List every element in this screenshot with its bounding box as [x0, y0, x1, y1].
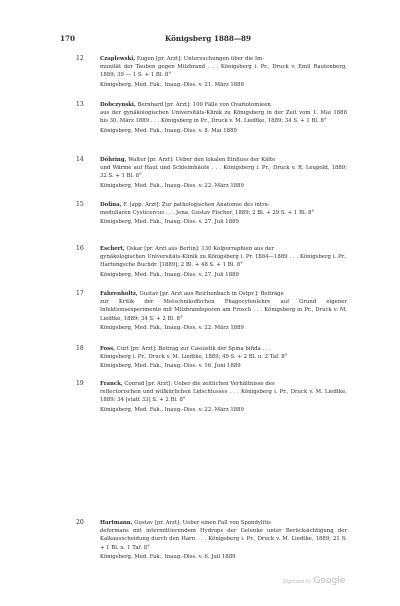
page-header	[60, 34, 348, 46]
entry-dissertation: Königsberg, Med. Fak., Inaug.-Diss. v. 27. Juli 1889	[100, 219, 239, 226]
page-number: 170	[60, 34, 76, 43]
entry-author: Döhring,	[100, 157, 127, 163]
entry-title-line: Bernhard [pr. Arzt]: 100 Fälle von Ovariotomieen	[137, 102, 271, 108]
entry-text	[100, 345, 347, 371]
entry-number: 20	[76, 519, 84, 526]
watermark-brand: Google	[313, 576, 346, 586]
entry-author: Eschert,	[100, 246, 125, 252]
entry-title-line: Eugen [pr. Arzt]: Untersuchungen über die Im-	[136, 56, 265, 62]
entry-number: 16	[76, 245, 84, 252]
entry-title-line: Gustav [pr. Arzt]: Ueber einen Fall von Spondylitis	[134, 520, 271, 526]
entry-author: Dolina,	[100, 202, 122, 208]
entry-citation: deformans mit intermittierendem Hydrops der Gelenke unter Berücksichtigung der Kalkausscheidung durch den Harn . . . Königsberg i. Pr., Druck v. M. Liedtke, 1889; 21 S. + 1 Bl. u. 1 Taf. 8°	[100, 528, 347, 551]
entry-text	[100, 101, 347, 135]
entry-citation: aus der gynäkologischen Universitäts-Klinik zu Königsberg in der Zeit vom 1. Mai 1888 bis 30. März 1889 . . . Königsberg in Pr., Druck v. M. Liedtke, 1889; 34 S. + 1 Bl. 8°	[100, 110, 347, 125]
entry-author: Hartmann,	[100, 520, 133, 526]
entry-citation: medullaren Cysticercus . . . Jena, Gustav Fischer, 1889; 2 Bl. + 29 S. + 1 Bl. 8°	[100, 210, 315, 217]
entry-number: 14	[76, 156, 84, 163]
entry-number: 13	[76, 101, 84, 108]
entry-author: Dobczynski,	[100, 102, 136, 108]
watermark-prefix: Digitized by	[283, 580, 312, 585]
entry-dissertation: Königsberg, Med. Fak., Inaug.-Diss. v. 22. März 1889	[100, 406, 244, 413]
entry-text	[100, 245, 347, 279]
entry-title-line: Gustav [pr. Arzt aus Reichenbach in Ostpr.]: Beiträge	[139, 291, 284, 297]
entry-number: 19	[76, 380, 84, 387]
entry-dissertation: Königsberg, Med. Fak., Inaug.-Diss. v. 22. März 1889	[100, 324, 244, 331]
entry-citation: gynäkologischen Universitäts-Klinik zu Königsberg i. Pr. 1884—1889 . . . Königsberg i. Pr., Hartungsche Buchdr. [1889]; 2 Bl. + 48 S. + 1 Bl. 8°	[100, 254, 347, 269]
running-head: Königsberg 1888—89	[165, 34, 252, 43]
entry-text	[100, 380, 347, 414]
entry-citation: reflectorischen und willkürlichen Lidschlusses . . . Königsberg i. Pr., Druck v. M. Liedtke, 1889; 34 [statt 33] S. + 2 Bl. 8°	[100, 389, 347, 404]
entry-number: 18	[76, 345, 84, 352]
entry-title-line: Oskar [pr. Arzt aus Berlin]: 130 Kolporraphien aus der	[126, 246, 275, 252]
entry-text	[100, 290, 347, 332]
entry-dissertation: Königsberg, Med. Fak., Inaug.-Diss. v. 22. März 1889	[100, 182, 244, 189]
entry-dissertation: Königsberg, Med. Fak., Inaug.-Diss. v. 27. Juli 1889	[100, 271, 239, 278]
entry-number: 17	[76, 290, 84, 297]
entry-citation: und Wärme auf Haut und Schleimhäute . . . Königsberg i. Pr., Druck v. R. Leupold, 1889; 32 S. + 1 Bl. 8°	[100, 165, 347, 180]
entry-author: Fahrenholtz,	[100, 291, 138, 297]
digitized-watermark	[283, 576, 353, 590]
entry-dissertation: Königsberg, Med. Fak., Inaug.-Diss. v. 21. März 1889	[100, 81, 244, 88]
entry-title-line: Conrad [pr. Arzt]: Ueber die zeitlichen Verhältnisse des	[124, 381, 275, 387]
entry-citation: zur Kritik der Metschnikoffschen Phagocytenlehre auf Grund eigener Infektionsexperimente mit Milzbrandsporen am Frosch . . . Königsberg in Pr., Druck v. M. Liedtke, 1889; 34 S. + 2 Bl. 8°	[100, 299, 347, 322]
entry-number: 12	[76, 55, 84, 62]
entry-number: 15	[76, 201, 84, 208]
entry-author: Foss,	[100, 346, 115, 352]
entry-citation: Königsberg i. Pr., Druck v. M. Liedtke, 1889; 49 S. + 2 Bl. u. 2 Taf. 8°	[100, 354, 288, 361]
entry-title-line: Walter [pr. Arzt]: Ueber den lokalen Einfluss der Kälte	[128, 157, 276, 163]
entry-author: Franck,	[100, 381, 123, 387]
entry-title-line: F. [app. Arzt]: Zur pathologischen Anatomie des intra-	[123, 202, 270, 208]
entry-author: Czaplewski,	[100, 56, 136, 62]
entry-citation: munität der Tauben gegen Milzbrand . . . Königsberg i. Pr., Druck v. Emil Rautenberg, 1889; 39 — 1 S. + 1 Bl. 8°	[100, 64, 347, 79]
entry-dissertation: Königsberg, Med. Fak., Inaug.-Diss. v. 8. Mai 1889	[100, 127, 237, 134]
entry-text	[100, 55, 347, 89]
entry-text	[100, 201, 347, 227]
entry-dissertation: Königsberg, Med. Fak., Inaug.-Diss. v. 6. Juli 1889	[100, 553, 236, 560]
entry-text	[100, 156, 347, 190]
entry-text	[100, 519, 347, 561]
entry-title-line: Curt [pr. Arzt]: Beitrag zur Casuistik der Spina bifida . . .	[116, 346, 271, 352]
entry-dissertation: Königsberg, Med. Fak., Inaug.-Diss. v. 16. Juni 1889	[100, 363, 241, 370]
